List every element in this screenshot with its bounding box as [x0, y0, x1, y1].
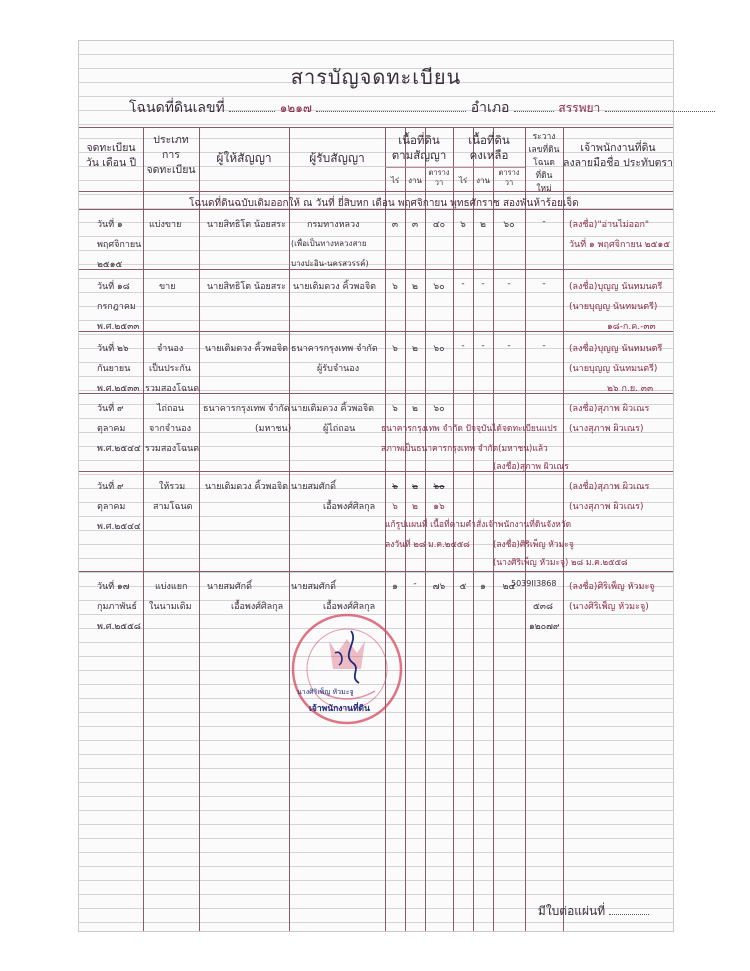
- row-new-deed-parcel: ๕๓๘: [533, 602, 553, 612]
- row-date-year: พ.ศ.๒๕๓๓: [97, 384, 140, 394]
- officer-printed-name: (นายบุญญ นันทมนตรี): [569, 302, 658, 312]
- district-label: อำเภอ: [470, 100, 510, 116]
- officer-signature: (ลงชื่อ)บุญญ นันทมนตรี: [569, 344, 663, 354]
- row-area-sqwa: ๖๐: [433, 482, 445, 492]
- header-officer: เจ้าพนักงานที่ดิน ลงลายมือชื่อ ประทับตรา: [563, 142, 673, 169]
- row-grantor-suffix: (มหาชน): [255, 424, 292, 434]
- header-grantee: ผู้รับสัญญา: [309, 151, 365, 165]
- officer-date: วันที่ ๑ พฤศจิกายน ๒๕๑๕: [569, 240, 670, 250]
- officer-signature: (ลงชื่อ)ศิริเพ็ญ หัวมะจู: [569, 582, 655, 592]
- officer-signature: (ลงชื่อ)สุภาพ ผิวเณร: [569, 482, 650, 492]
- row-date-month: ตุลาคม: [97, 424, 126, 434]
- row-grantee: กรมทางหลวง: [307, 220, 360, 230]
- stamp-signatory-name: นางศิริเพ็ญ หัวมะจู: [297, 688, 354, 696]
- district-value: สรรพยา: [558, 101, 601, 115]
- row-date-month: พฤศจิกายน: [97, 240, 142, 250]
- row-grantor: นายสิทธิโต น้อยสระ: [207, 282, 286, 292]
- row-area-sqwa: ๖๐: [433, 344, 445, 354]
- row-note: ธนาคารกรุงเทพ จำกัด ปัจจุบันได้จดทะเบียนแปร: [381, 424, 558, 434]
- row-remain-sqwa: ๖๐: [503, 220, 515, 230]
- row-type: ไถ่ถอน: [157, 404, 184, 414]
- row-area-rai: ๖: [392, 344, 398, 354]
- row-area-ngan: ๓: [411, 220, 419, 230]
- header-area-contract: เนื้อที่ดิน ตามสัญญา: [391, 133, 447, 162]
- officer-date: ๑๘-ก.ค.-๓๓: [607, 322, 656, 332]
- row-remain-rai: -: [461, 341, 465, 351]
- header-area-remaining: เนื้อที่ดิน คงเหลือ: [468, 133, 510, 162]
- row-area-sqwa-corrected: ๑๖: [433, 502, 445, 512]
- continuation-note: [538, 902, 649, 921]
- row-note-signature: (ลงชื่อ)ศิริเพ็ญ หัวมะจู: [493, 540, 574, 550]
- row-area-rai: ๖: [392, 282, 398, 292]
- row-grantee-note: (เพื่อเป็นทางหลวงสาย: [291, 239, 367, 248]
- row-area-sqwa: ๖๐: [433, 282, 445, 292]
- continuation-label: มีใบต่อแผ่นที่: [537, 904, 606, 918]
- row-type: แบ่งขาย: [149, 220, 182, 230]
- unit-sqwa: ตาราง วา: [428, 168, 450, 187]
- unit-sqwa-remaining: ตาราง วา: [498, 168, 520, 187]
- row-type: รวมสองโฉนด: [145, 384, 200, 394]
- row-date-year: พ.ศ.๒๕๓๓: [97, 322, 140, 332]
- row-grantee: นายเติมดวง คิ้วพอจิต: [291, 404, 375, 414]
- row-remain-rai: ๕: [459, 582, 467, 592]
- original-deed-banner: โฉนดที่ดินฉบับเดิมออกให้ ณ วันที่ ยี่สิบหก เดือน พฤศจิกายน พุทธศักราช สองพันห้าร้อยเจ็ด: [189, 198, 579, 209]
- row-area-sqwa: ๖๐: [433, 404, 445, 414]
- row-remain-sqwa: -: [507, 341, 511, 351]
- row-area-ngan: ๒: [412, 404, 418, 414]
- row-date-day: วันที่ ๑๗: [97, 582, 130, 592]
- officer-printed-name: (นางสุภาพ ผิวเณร): [569, 424, 644, 434]
- row-date-day: วันที่ ๑: [97, 220, 123, 230]
- row-new-deed-number: ๑๒๐๗๙: [529, 622, 560, 632]
- row-grantee: นายสมศักดิ์: [291, 582, 336, 592]
- row-date-day: วันที่ ๙: [97, 482, 124, 492]
- officer-printed-name: (นางศิริเพ็ญ หัวมะจู): [569, 602, 649, 612]
- officer-printed-name: (นางสุภาพ ผิวเณร): [569, 502, 644, 512]
- row-grantee-surname: เอื้อพงศ์ศิลกุล: [323, 602, 376, 612]
- row-area-ngan: ๒: [412, 344, 418, 354]
- row-grantee-role: ผู้รับจำนอง: [317, 364, 360, 374]
- deed-line: [129, 97, 715, 119]
- officer-printed-name: (นายบุญญ นันทมนตรี): [569, 364, 658, 374]
- header-grantor: ผู้ให้สัญญา: [216, 151, 272, 165]
- row-new-deed: -: [542, 279, 546, 289]
- row-area-ngan: ๒: [412, 482, 418, 492]
- row-note: สภาพเป็นธนาคารกรุงเทพ จำกัด(มหาชน)แล้ว: [381, 444, 548, 454]
- row-grantee-surname: เอื้อพงศ์ศิลกุล: [323, 502, 376, 512]
- officer-signature: (ลงชื่อ)สุภาพ ผิวเณร: [569, 404, 650, 414]
- row-note: แก้รูปแผนที่ เนื้อที่ตามคำสั่งเจ้าพนักงานที่ดินจังหวัด: [385, 520, 572, 530]
- deed-no-value: ๑๒๑๗: [279, 101, 312, 115]
- officer-date: ๒๖ ก.ย. ๓๓: [607, 384, 654, 394]
- row-date-year: พ.ศ.๒๕๔๔: [97, 522, 141, 532]
- row-grantee: นายเติมดวง คิ้วพอจิต: [293, 282, 377, 292]
- row-grantor: นายสิทธิโต น้อยสระ: [207, 220, 286, 230]
- row-type: รวมสองโฉนด: [145, 444, 200, 454]
- row-type: สามโฉนด: [153, 502, 193, 512]
- row-new-deed-sheet: 5039II3868: [511, 579, 557, 588]
- row-grantee-note: บางปะอิน-นครสวรรค์): [291, 259, 369, 268]
- row-grantee: ธนาคารกรุงเทพ จำกัด: [291, 344, 378, 354]
- row-date-year: พ.ศ.๒๕๕๘: [97, 622, 141, 632]
- row-type: ในนามเดิม: [149, 602, 192, 612]
- row-area-rai: ๖: [392, 482, 398, 492]
- row-remain-ngan: ๑: [480, 582, 486, 592]
- row-grantor: นายสมศักดิ์: [207, 582, 252, 592]
- row-note-printed-name: (นางศิริเพ็ญ หัวมะจู) ๒๘ ม.ค.๒๕๕๘: [493, 558, 628, 568]
- row-area-ngan-corrected: ๒: [412, 502, 418, 512]
- header-new-deed: ระวาง เลขที่ดิน โฉนดที่ดิน ใหม่: [528, 132, 560, 194]
- row-remain-ngan: ๒: [480, 220, 486, 230]
- row-area-rai-corrected: ๖: [392, 502, 398, 512]
- stamp-signatory-title: เจ้าพนักงานที่ดิน: [309, 704, 370, 714]
- row-date-day: วันที่ ๑๘: [97, 282, 130, 292]
- row-remain-rai: ๖: [460, 220, 466, 230]
- header-date: จดทะเบียน วัน เดือน ปี: [85, 142, 137, 169]
- row-type: จากจำนอง: [149, 424, 192, 434]
- row-area-sqwa: ๔๐: [432, 220, 446, 230]
- row-note-signature: (ลงชื่อ)สุภาพ ผิวเณร: [493, 462, 569, 472]
- row-type: เป็นประกัน: [149, 364, 191, 374]
- unit-ngan: งาน: [408, 176, 422, 185]
- official-seal-stamp: [289, 611, 405, 727]
- row-remain-sqwa: ๒๔: [502, 582, 516, 592]
- unit-rai-remaining: ไร่: [458, 176, 468, 185]
- header-type: ประเภท การ จดทะเบียน: [146, 134, 196, 176]
- register-sheet: [78, 40, 674, 932]
- row-remain-ngan: -: [481, 341, 485, 351]
- row-grantee: นายสมศักดิ์: [291, 482, 336, 492]
- page-title: สารบัญจดทะเบียน: [290, 65, 462, 89]
- officer-signature: (ลงชื่อ)"อ่านไม่ออก": [569, 220, 650, 230]
- row-type: ขาย: [159, 282, 176, 292]
- row-grantor-surname: เอื้อพงศ์ศิลกุล: [231, 602, 284, 612]
- row-area-ngan: ๒: [412, 282, 418, 292]
- row-area-ngan: -: [413, 579, 417, 589]
- row-note: ลงวันที่ ๒๘ ม.ค.๒๕๕๘: [385, 540, 470, 550]
- row-date-month: กุมภาพันธ์: [97, 602, 137, 612]
- row-grantor: นายเติมดวง คิ้วพอจิต: [205, 344, 289, 354]
- unit-ngan-remaining: งาน: [476, 176, 490, 185]
- row-grantor: ธนาคารกรุงเทพ จำกัด: [203, 404, 290, 414]
- row-remain-sqwa: -: [507, 279, 511, 289]
- row-remain-rai: -: [461, 279, 465, 289]
- row-date-month: ตุลาคม: [97, 502, 126, 512]
- row-area-rai: ๓: [391, 220, 399, 230]
- row-date-year: ๒๕๑๕: [97, 260, 123, 270]
- row-date-year: พ.ศ.๒๕๔๔: [97, 444, 141, 454]
- deed-no-label: โฉนดที่ดินเลขที่: [129, 100, 225, 116]
- officer-signature: (ลงชื่อ)บุญญ นันทมนตรี: [569, 282, 663, 292]
- unit-rai: ไร่: [390, 176, 400, 185]
- row-area-rai: ๖: [392, 404, 398, 414]
- row-area-sqwa: ๗๖: [432, 582, 446, 592]
- row-date-month: กรกฎาคม: [97, 302, 136, 312]
- row-new-deed: -: [542, 217, 546, 227]
- row-area-rai: ๑: [392, 582, 398, 592]
- row-grantor: นายเติมดวง คิ้วพอจิต: [205, 482, 289, 492]
- row-new-deed: -: [542, 341, 546, 351]
- row-type: ให้รวม: [159, 482, 186, 492]
- row-date-day: วันที่ ๙: [97, 404, 124, 414]
- row-date-month: กันยายน: [97, 364, 131, 374]
- row-grantee-role: ผู้ไถ่ถอน: [323, 424, 356, 434]
- row-type: จำนอง: [157, 344, 184, 354]
- row-type: แบ่งแยก: [155, 582, 188, 592]
- row-remain-ngan: -: [481, 279, 485, 289]
- row-date-day: วันที่ ๒๖: [97, 344, 129, 354]
